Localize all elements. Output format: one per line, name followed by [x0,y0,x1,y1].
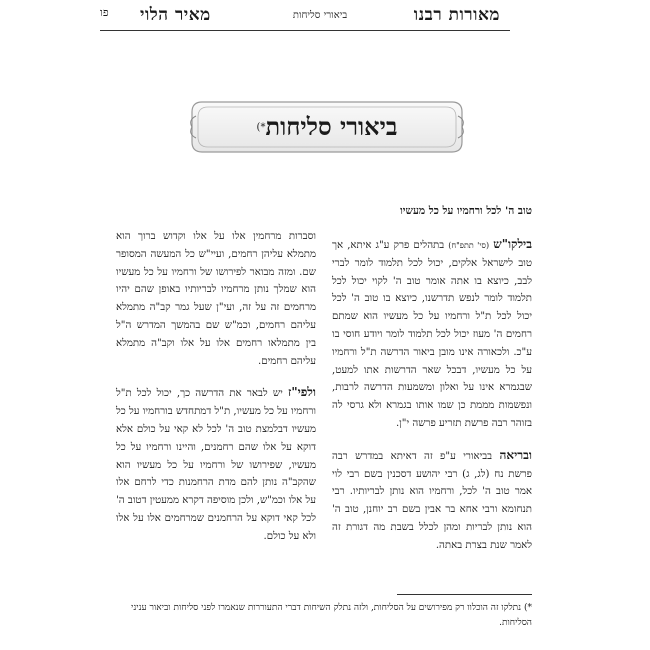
intro-verse: טוב ה' לכל ורחמיו על כל מעשיו [400,205,532,217]
header-rule [100,30,510,31]
paragraph [332,236,532,433]
left-column [116,228,316,560]
footnote [112,601,532,631]
running-header [140,4,500,26]
paragraph [332,447,532,555]
section-heading-text: ביאורי סליחות [265,112,398,141]
paragraph-text: בביאורי ע"פ זה דאיתא במדרש רבה פרשת נח (לג, ג) רבי יהושע דסכנין בשם רבי לוי אמר טוב ה' לכל, ורחמיו הוא נותן לבריותיו. רבי תנחומא ורבי אחא בר אבין בשם רב יוחנן, טוב ה' הוא נותן לבריות ומהן לכלל בשבת מה דגורת זה לאמר שנת בצרת באתה. [332,450,532,551]
heading-note-mark: *) [256,121,266,133]
book-title: מאורות רבנו [413,5,500,25]
section-heading [188,98,466,156]
source-ref: (סי' תתפ"ח) [448,241,490,250]
footnote-text: נתלקו זה הוכלוו רק מפירושים על הסליחות, ולזה נתלק השיחות דברי התעוררות שנאמרו לפני סליחות וביאור עניני הסליחות. [130,603,532,628]
paragraph-text: בתהלים פרק ע"ג איתא, אך טוב לישראל אלקים, יכול לכל תלמוד לומר לברי לבב, כיוצא בו אתה אומר טוב ה' לקוי יכול לכל תלמוד לומר לנפש תדרשנו, כיוצא בו טוב ה' לכל יכול לכל ת"ל ורחמיו על כל מעשיו הוא שמתם רחמים ה' מעוז יכול לכל תלמוד לומר ויודע חוסי בו ע"כ. ולכאורה אינו מובן ביאור הדרשה ת"ל ורחמיו על כל מעשיו, דבכל שאר הדרשות אתו למעט, שבגמרא אינו על ואלון ומשמעות הדרשה לרבות, ונפשמות מממת כן שמו אותו בגמרא ולא גרסי לה בזוהר רבה פרשת תזריע פרשה י"ן. [332,240,532,429]
paragraph: וסברות מרחמין אלו על אלו וקדוש ברוך הוא מתמלא עליהן רחמים, ועיי"ש כל המעשה המסופר שם. ומזה מבואר לפירושו של ורחמיו על כל מעשיו הוא שמלך נותן מרחמיו לבריותיו באופן שהם יהיו מרחמים זה על זה, ועי"ן שעל גמר קב"ה מתמלא עליהם רחמים, וכמ"ש שם בהמשך המדרש ה"ל בין מתמלאו רחמים אלו על אלו וקב"ה מתמלא עליהם רחמים. [116,231,316,367]
section-title: ביאורי סליחות [292,9,348,21]
paragraph-lead: ובריאה [499,447,532,462]
author-name: מאיר הלוי [140,5,211,25]
footnote-rule [397,594,532,595]
paragraph-lead: בילקו"ש [493,237,532,251]
paragraph [116,384,316,545]
page-number: פו [100,6,109,19]
footnote-mark: *) [523,603,532,613]
title-frame [188,98,466,156]
paragraph-lead: ולפי"ז [288,385,316,400]
paragraph-text: יש לבאר את הדרשה כך, יכול לכל ת"ל ורחמיו על כל מעשיו, ת"ל דמתחדש בורחמיו על כל מעשיו דבלמצת טוב ה' לכל לא קאי על כולם אלא דוקא על אלו שהם רחמנים, והיינו ורחמיו על כל מעשיו, שפירושו של ורחמיו על כל מעשיו הוא שהקב"ה נותן להם מדת הרחמנות כדי לרחם אלו על אלו וכמ"ש, ולכן מוסיפה דקרא ממעטין דטוב ה' לכל קאי דוקא על הרחמנים שמרחמים אלו על אלו ולא על כולם. [116,388,316,542]
right-column [332,236,532,569]
